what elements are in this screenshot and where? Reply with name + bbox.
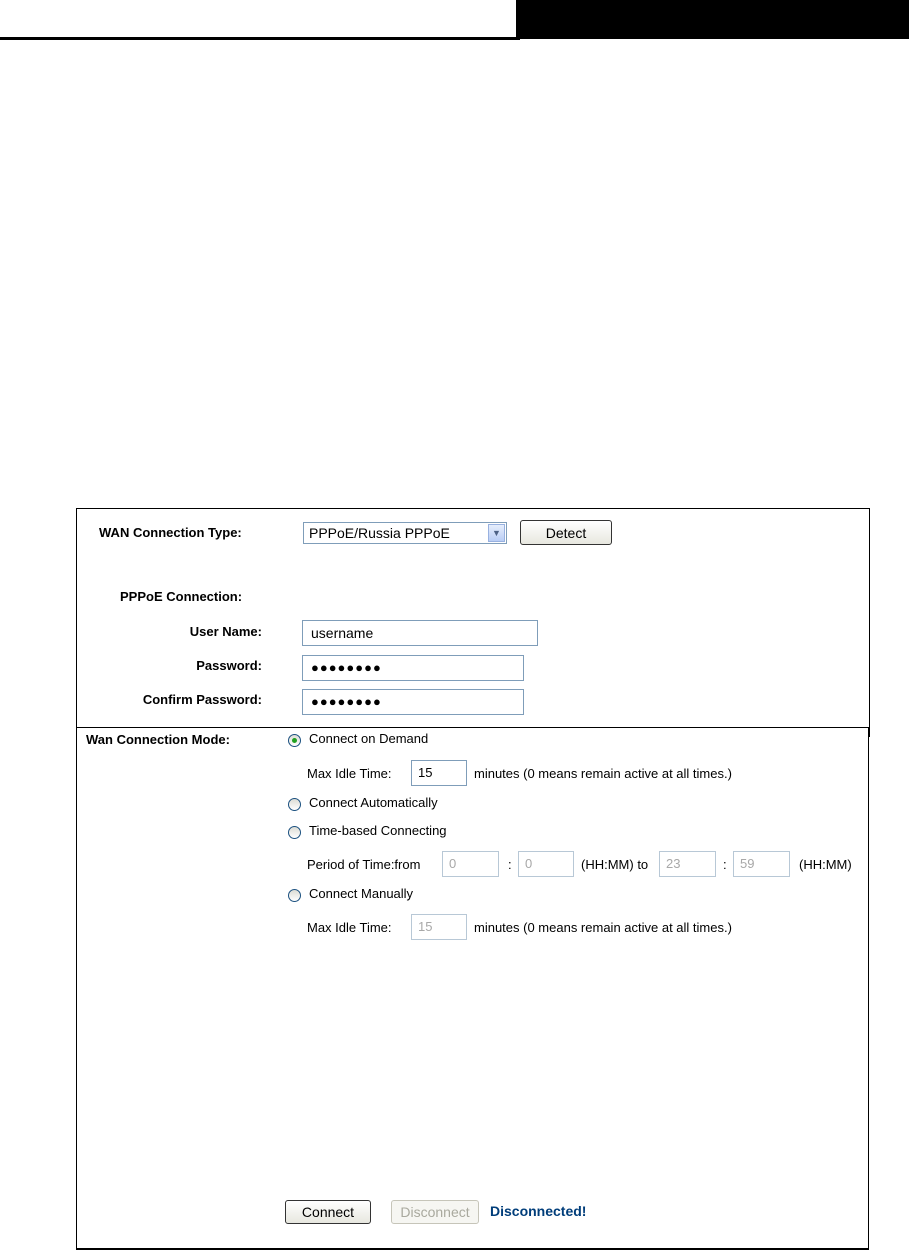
connect-on-demand-radio[interactable] <box>288 734 301 747</box>
max-idle-time-note: minutes (0 means remain active at all times.) <box>474 766 732 781</box>
from-hour-input[interactable]: 0 <box>442 851 499 877</box>
manual-max-idle-time-note: minutes (0 means remain active at all times.) <box>474 920 732 935</box>
wan-connection-type-select[interactable] <box>303 522 507 544</box>
max-idle-time-input[interactable]: 15 <box>411 760 467 786</box>
pppoe-connection-label: PPPoE Connection: <box>120 589 243 604</box>
to-hour-input[interactable]: 23 <box>659 851 716 877</box>
time-based-connecting-label: Time-based Connecting <box>309 823 447 838</box>
disconnect-button[interactable]: Disconnect <box>391 1200 479 1224</box>
time-based-connecting-radio[interactable] <box>288 826 301 839</box>
frame-join <box>77 949 868 952</box>
confirm-password-field[interactable]: ●●●●●●●● <box>302 689 524 715</box>
connect-manually-radio[interactable] <box>288 889 301 902</box>
connect-automatically-radio[interactable] <box>288 798 301 811</box>
mode-buttons-row <box>76 950 869 980</box>
from-colon: : <box>508 857 512 872</box>
connect-automatically-label: Connect Automatically <box>309 795 438 810</box>
max-idle-time-label: Max Idle Time: <box>307 766 392 781</box>
hhmm-to-label: (HH:MM) to <box>581 857 649 872</box>
header-rule <box>0 37 520 40</box>
password-field[interactable]: ●●●●●●●● <box>302 655 524 681</box>
hhmm-label: (HH:MM) <box>799 857 852 872</box>
confirm-password-label: Confirm Password: <box>142 692 262 707</box>
wan-connection-type-panel <box>76 508 870 737</box>
period-of-time-label: Period of Time:from <box>307 857 421 872</box>
user-name-label: User Name: <box>189 624 262 639</box>
header-block <box>516 0 909 39</box>
connection-status: Disconnected! <box>490 1203 587 1219</box>
wan-connection-type-value: PPPoE/Russia PPPoE <box>309 525 450 541</box>
manual-max-idle-time-input[interactable]: 15 <box>411 914 467 940</box>
chevron-down-icon[interactable]: ▼ <box>488 524 505 542</box>
to-minute-input[interactable]: 59 <box>733 851 790 877</box>
wan-mode-inner <box>76 727 869 951</box>
connect-manually-label: Connect Manually <box>309 886 414 901</box>
manual-max-idle-time-label: Max Idle Time: <box>307 920 392 935</box>
password-label: Password: <box>196 658 262 673</box>
from-minute-input[interactable]: 0 <box>518 851 574 877</box>
wan-connection-type-label: WAN Connection Type: <box>99 525 242 540</box>
detect-button[interactable]: Detect <box>520 520 612 545</box>
wan-connection-mode-label: Wan Connection Mode: <box>86 732 230 747</box>
connect-on-demand-label: Connect on Demand <box>309 731 429 746</box>
to-colon: : <box>723 857 727 872</box>
connect-button[interactable]: Connect <box>285 1200 371 1224</box>
user-name-field[interactable]: username <box>302 620 538 646</box>
